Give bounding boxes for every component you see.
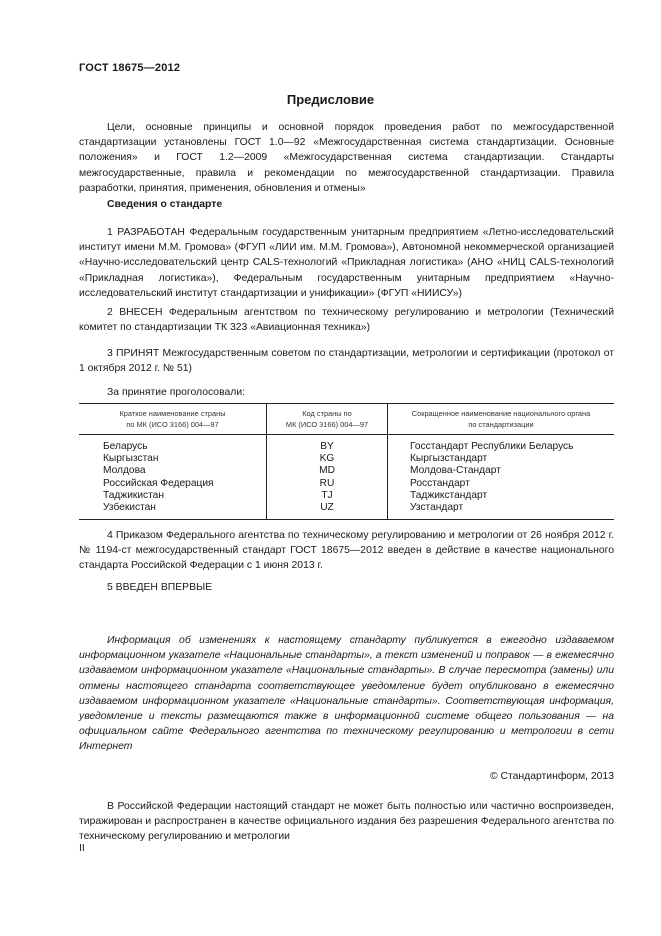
org-cell: Узстандарт: [388, 502, 615, 520]
page-title: Предисловие: [286, 92, 375, 107]
item-5-paragraph: [79, 580, 614, 595]
table-row: [79, 453, 614, 465]
table-row: [79, 502, 614, 520]
item-4-text: 4 Приказом Федерального агентства по техническому регулированию и метрологии от 26 ноября 2012 г. № 1194-ст межгосударственный стандарт ГОСТ 18675—2012 введен в действие в качестве национального стандарта Российской Федерации с 1 июня 2013 г.: [79, 530, 614, 572]
standard-designation: ГОСТ 18675—2012: [79, 62, 181, 74]
changes-info-notice: [79, 633, 614, 755]
code-cell: MD: [267, 465, 388, 477]
reproduction-notice: [79, 799, 614, 845]
reproduction-text: В Российской Федерации настоящий стандарт не может быть полностью или частично воспроизведен, тиражирован и распространен в качестве официального издания без разрешения Федерального агентства по техническому регулированию и метрологии: [79, 801, 614, 843]
country-cell: Российская Федерация: [103, 477, 214, 489]
country-cell: Узбекистан: [79, 502, 267, 520]
org-cell: Росстандарт: [388, 478, 615, 490]
changes-info-text: Информация об изменениях к настоящему стандарту публикуется в ежегодно издаваемом информационном указателе «Национальные стандарты», а текст изменений и поправок — в ежемесячно издаваемом информационном указателе «Национальные стандарты». В случае пересмотра (замены) или отмены настоящего стандарта соответствующее уведомление будет опубликовано в ежемесячно издаваемом информационном указателе «Национальные стандарты». Соответствующая информация, уведомление и тексты размещаются также в информационной системе общего пользования — на официальном сайте Федерального агентства по техническому регулированию и метрологии в сети Интернет: [79, 635, 614, 753]
item-5-text: 5 ВВЕДЕН ВПЕРВЫЕ: [107, 582, 213, 593]
column-header-country: Краткое наименование страны по МК (ИСО 3166) 004—97: [79, 404, 267, 435]
table-row: [79, 490, 614, 502]
voting-table: [79, 403, 614, 520]
org-cell: Таджикстандарт: [388, 490, 615, 502]
country-cell: Кыргызстан: [103, 453, 159, 465]
item-2-text: 2 ВНЕСЕН Федеральным агентством по техническому регулированию и метрологии (Технический комитет по стандартизации ТК 323 «Авиационная техника»): [79, 307, 614, 334]
intro-text: Цели, основные принципы и основной порядок проведения работ по межгосударственной стандартизации установлены ГОСТ 1.0—92 «Межгосударственная система стандартизации. Основные положения» и ГОСТ 1.2—2009 «Межгосударственная система стандартизации. Стандарты межгосударственные, правила и рекомендации по межгосударственной стандартизации. Правила разработки, принятия, применения, обновления и отмены»: [79, 122, 614, 194]
code-cell: UZ: [267, 502, 388, 520]
item-4-paragraph: [79, 528, 614, 574]
table-header-row: [79, 404, 614, 435]
code-cell: RU: [267, 478, 388, 490]
code-cell: KG: [267, 453, 388, 465]
column-header-org: Сокращенное наименование национального органа по стандартизации: [388, 404, 615, 435]
org-cell: Кыргызстандарт: [388, 453, 615, 465]
org-cell: Молдова-Стандарт: [388, 465, 615, 477]
page-number: II: [79, 843, 85, 854]
item-1-paragraph: [79, 225, 614, 301]
table-row: [79, 435, 614, 454]
copyright: © Стандартинформ, 2013: [489, 771, 614, 782]
country-cell: Молдова: [103, 465, 146, 477]
code-cell: TJ: [267, 490, 388, 502]
table-row: [79, 478, 614, 490]
code-cell: BY: [267, 435, 388, 454]
intro-paragraph: [79, 120, 614, 196]
country-cell: Таджикистан: [103, 489, 164, 501]
country-cell: Беларусь: [103, 441, 148, 452]
item-2-paragraph: [79, 305, 614, 335]
vote-label: За принятие проголосовали:: [107, 387, 246, 398]
item-1-text: 1 РАЗРАБОТАН Федеральным государственным унитарным предприятием «Летно-исследовательский институт имени М.М. Громова» (ФГУП «ЛИИ им. М.М. Громова»), Автономной некоммерческой организацией «Научно-исследовательский центр CALS-технологий «Прикладная логистика» (АНО «НИЦ CALS-технологий «Прикладная логистика»), Федеральным государственным унитарным предприятием «Научно-исследовательский институт стандартизации и унификации» (ФГУП «НИИСУ»): [79, 227, 614, 299]
org-cell: Госстандарт Республики Беларусь: [388, 435, 615, 454]
table-row: [79, 465, 614, 477]
item-3-text: 3 ПРИНЯТ Межгосударственным советом по стандартизации, метрологии и сертификации (протокол от 1 октября 2012 г. № 51): [79, 348, 614, 375]
section-subheading: Сведения о стандарте: [107, 199, 223, 210]
item-3-paragraph: [79, 346, 614, 376]
column-header-code: Код страны по МК (ИСО 3166) 004—97: [267, 404, 388, 435]
